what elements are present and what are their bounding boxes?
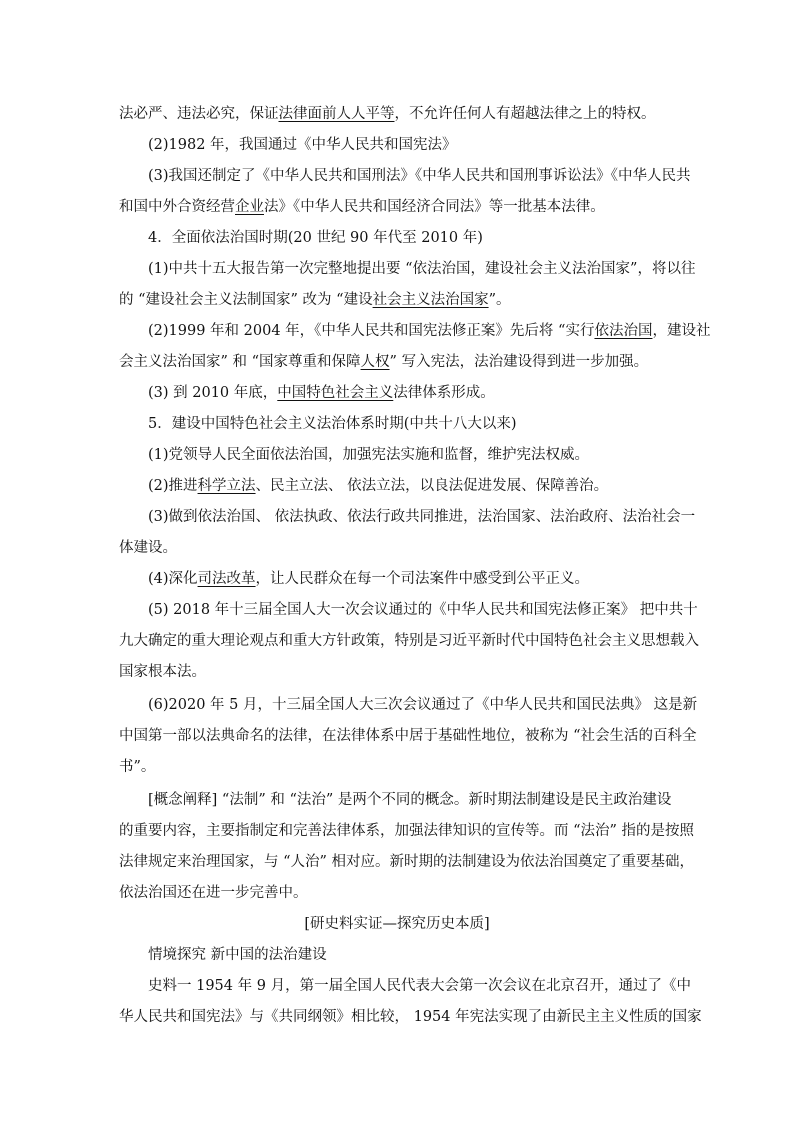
text-line-1: 法必严、违法必究，保证法律面前人人平等，不允许任何人有超越法律之上的特权。	[119, 106, 656, 122]
text-line-2: (2)1982 年，我国通过《中华人民共和国宪法》	[148, 137, 457, 153]
text-line-18: 九大确定的重大理论观点和重大方针政策，特别是习近平新时代中国特色社会主义思想载入	[119, 633, 699, 649]
text-line-16: (4)深化司法改革，让人民群众在每一个司法案件中感受到公平正义。	[148, 571, 590, 587]
section-heading-5: 5．建设中国特色社会主义法治体系时期(中共十八大以来)	[148, 416, 517, 432]
text-line-10: (3) 到 2010 年底，中国特色社会主义法律体系形成。	[148, 385, 495, 401]
section-heading-4: 4．全面依法治国时期(20 世纪 90 年代至 2010 年)	[148, 230, 483, 246]
text-line-6: (1)中共十五大报告第一次完整地提出要 “依法治国，建设社会主义法治国家”，将以往	[148, 261, 696, 277]
text-line-7: 的 “建设社会主义法制国家” 改为 “建设社会主义法治国家”。	[119, 292, 511, 308]
section-title: [研史料实证—探究历史本质]	[304, 916, 490, 932]
concept-note-line-4: 依法治国还在进一步完善中。	[119, 885, 308, 901]
text-line-21: 中国第一部以法典命名的法律，在法律体系中居于基础性地位，被称为 “社会生活的百科全	[119, 728, 697, 744]
text-line-4: 和国中外合资经营企业法》《中华人民共和国经济合同法》等一批基本法律。	[119, 199, 605, 215]
source-line-1: 史料一 1954 年 9 月，第一届全国人民代表大会第一次会议在北京召开，通过了《中	[148, 978, 692, 994]
source-line-2: 华人民共和国宪法》与《共同纲领》相比较， 1954 年宪法实现了由新民主主义性质的国家	[119, 1009, 702, 1025]
text-line-8: (2)1999 年和 2004 年，《中华人民共和国宪法修正案》先后将 “实行依法治国，建设社	[148, 323, 711, 339]
concept-note-line-1: [概念阐释] “法制” 和 “法治” 是两个不同的概念。新时期法制建设是民主政治建设	[148, 792, 672, 808]
text-line-17: (5) 2018 年十三届全国人大一次会议通过的《中华人民共和国宪法修正案》 把中共十	[148, 602, 698, 618]
text-line-19: 国家根本法。	[119, 664, 206, 680]
text-line-14: (3)做到依法治国、 依法执政、依法行政共同推进，法治国家、法治政府、法治社会一	[148, 509, 696, 525]
text-line-15: 体建设。	[119, 540, 177, 556]
text-line-3: (3)我国还制定了《中华人民共和国刑法》《中华人民共和国刑事诉讼法》《中华人民共	[148, 168, 691, 184]
text-line-22: 书”。	[119, 759, 156, 775]
text-line-20: (6)2020 年 5 月，十三届全国人大三次会议通过了《中华人民共和国民法典》 这是新	[148, 697, 698, 713]
text-line-9: 会主义法治国家” 和 “国家尊重和保障人权” 写入宪法，法治建设得到进一步加强。	[119, 354, 649, 370]
scenario-heading: 情境探究 新中国的法治建设	[148, 947, 327, 963]
concept-note-line-3: 法律规定来治理国家，与 “人治” 相对应。新时期的法制建设为依法治国奠定了重要基础，	[119, 854, 695, 870]
text-line-13: (2)推进科学立法、民主立法、 依法立法，以良法促进发展、保障善治。	[148, 478, 609, 494]
concept-note-line-2: 的重要内容，主要指制定和完善法律体系，加强法律知识的宣传等。而 “法治” 指的是按照	[119, 823, 695, 839]
text-line-12: (1)党领导人民全面依法治国，加强宪法实施和监督，维护宪法权威。	[148, 447, 590, 463]
